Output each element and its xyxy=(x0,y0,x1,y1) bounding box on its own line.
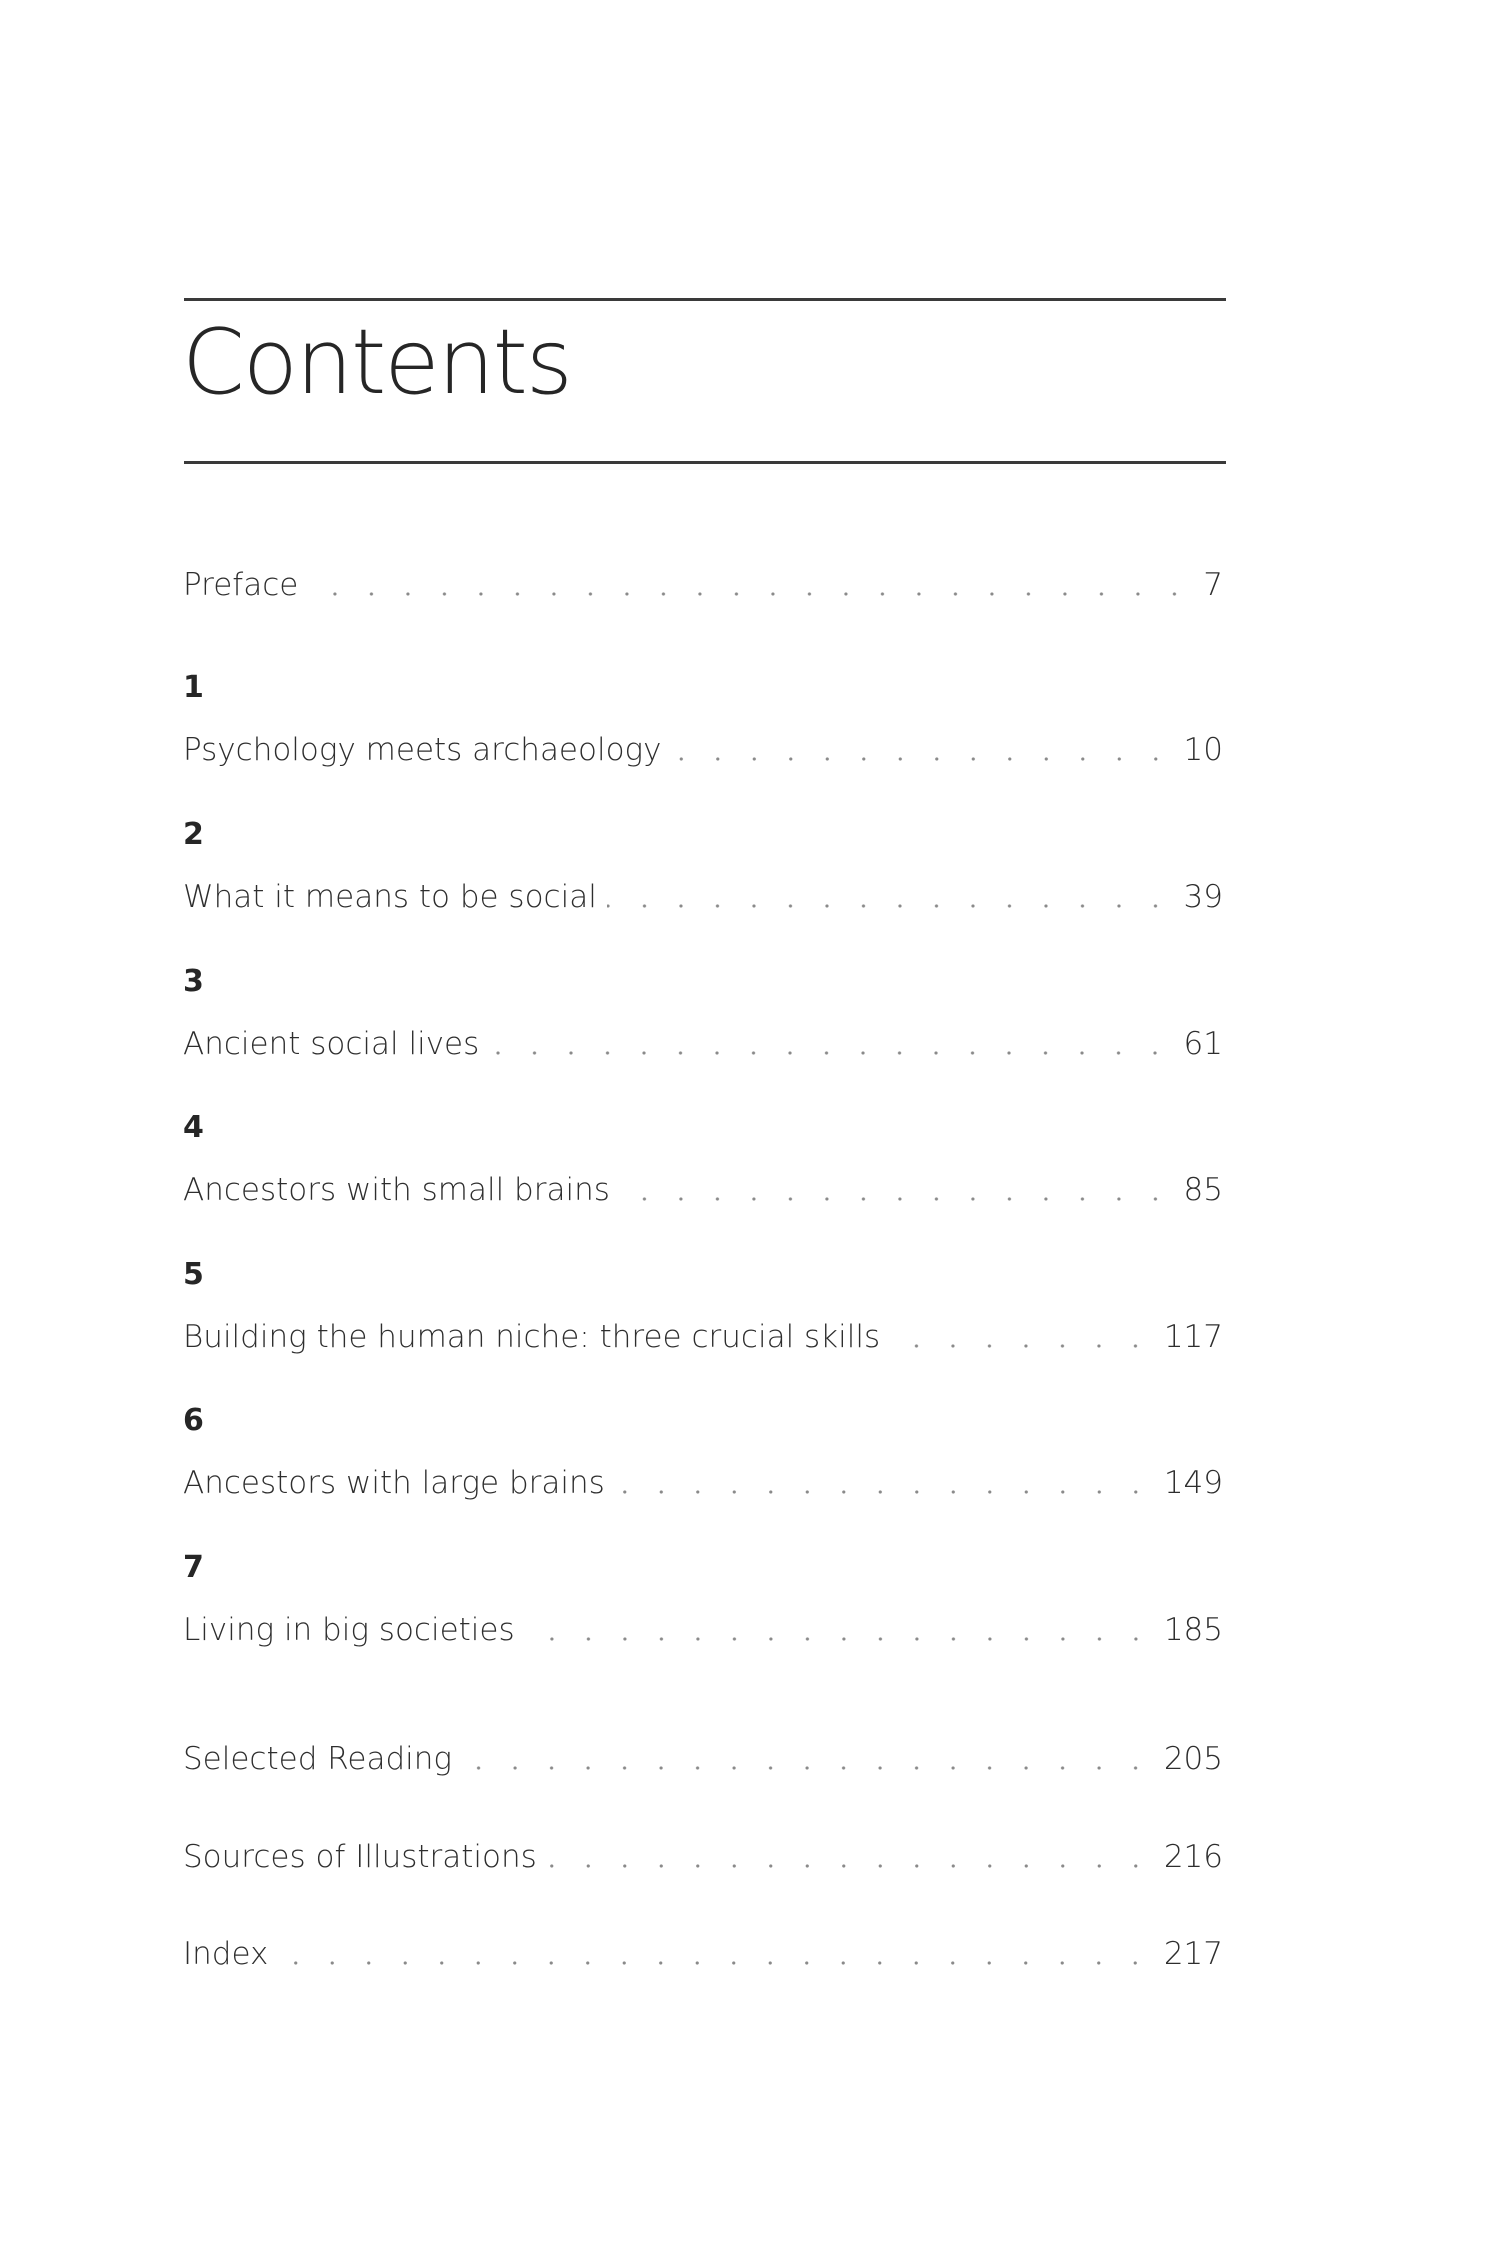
toc-line xyxy=(183,565,1223,605)
toc-entry-title: Psychology meets archaeology xyxy=(183,732,662,768)
toc-page-number: 205 xyxy=(1163,1741,1223,1777)
toc-entry-chapter-3[interactable] xyxy=(183,964,1223,1064)
toc-entry-chapter-7[interactable] xyxy=(183,1550,1223,1650)
toc-entry-index[interactable] xyxy=(183,1934,1223,1974)
toc-page-number: 149 xyxy=(1163,1465,1223,1501)
toc-entry-title: Sources of Illustrations xyxy=(183,1839,537,1875)
toc-entry-title: Ancient social lives xyxy=(183,1026,480,1062)
toc-line xyxy=(183,1170,1223,1210)
toc-page-number: 217 xyxy=(1163,1936,1223,1972)
toc-page-number: 10 xyxy=(1183,732,1223,768)
toc-entry-chapter-6[interactable] xyxy=(183,1403,1223,1503)
toc-entry-chapter-5[interactable] xyxy=(183,1257,1223,1357)
dot-leader xyxy=(890,1344,1154,1348)
toc-page-number: 216 xyxy=(1163,1839,1223,1875)
toc-entry-title: Preface xyxy=(183,567,299,603)
chapter-number: 3 xyxy=(183,964,204,999)
dot-leader xyxy=(547,1864,1154,1868)
toc-line xyxy=(183,1610,1223,1650)
dot-leader xyxy=(525,1637,1154,1641)
toc-entry-title: Ancestors with large brains xyxy=(183,1465,605,1501)
toc-entry-sources-of-illustrations[interactable] xyxy=(183,1837,1223,1877)
toc-entry-chapter-2[interactable] xyxy=(183,817,1223,917)
toc-page-number: 117 xyxy=(1163,1319,1223,1355)
toc-line xyxy=(183,877,1223,917)
chapter-number: 1 xyxy=(183,670,204,705)
toc-line xyxy=(183,1739,1223,1779)
toc-entry-title: Index xyxy=(183,1936,269,1972)
toc-entry-title: Building the human niche: three crucial skills xyxy=(183,1319,881,1355)
chapter-number: 4 xyxy=(183,1110,204,1145)
bottom-rule xyxy=(184,461,1226,464)
toc-entry-selected-reading[interactable] xyxy=(183,1739,1223,1779)
toc-entry-chapter-4[interactable] xyxy=(183,1110,1223,1210)
toc-entry-title: Selected Reading xyxy=(183,1741,452,1777)
toc-entry-chapter-1[interactable] xyxy=(183,670,1223,770)
toc-entry-title: Ancestors with small brains xyxy=(183,1172,610,1208)
toc-line xyxy=(183,1024,1223,1064)
chapter-number: 6 xyxy=(183,1403,204,1438)
dot-leader xyxy=(607,904,1174,908)
toc-entry-title: Living in big societies xyxy=(183,1612,515,1648)
toc-line xyxy=(183,1837,1223,1877)
dot-leader xyxy=(278,1961,1153,1965)
dot-leader xyxy=(308,592,1193,596)
page-title: Contents xyxy=(182,310,571,415)
chapter-number: 7 xyxy=(183,1550,204,1585)
dot-leader xyxy=(620,1197,1174,1201)
top-rule xyxy=(184,298,1226,301)
toc-entry-preface[interactable] xyxy=(183,565,1223,605)
toc-page-number: 85 xyxy=(1183,1172,1223,1208)
dot-leader xyxy=(615,1490,1154,1494)
dot-leader xyxy=(672,757,1174,761)
toc-page-number: 7 xyxy=(1203,567,1223,603)
toc-entry-title: What it means to be social xyxy=(183,879,597,915)
toc-line xyxy=(183,1317,1223,1357)
toc-page-number: 61 xyxy=(1183,1026,1223,1062)
toc-page-number: 39 xyxy=(1183,879,1223,915)
toc-line xyxy=(183,1463,1223,1503)
chapter-number: 2 xyxy=(183,817,204,852)
dot-leader xyxy=(489,1051,1173,1055)
chapter-number: 5 xyxy=(183,1257,204,1292)
toc-page-number: 185 xyxy=(1163,1612,1223,1648)
toc-line xyxy=(183,730,1223,770)
toc-line xyxy=(183,1934,1223,1974)
dot-leader xyxy=(462,1766,1154,1770)
